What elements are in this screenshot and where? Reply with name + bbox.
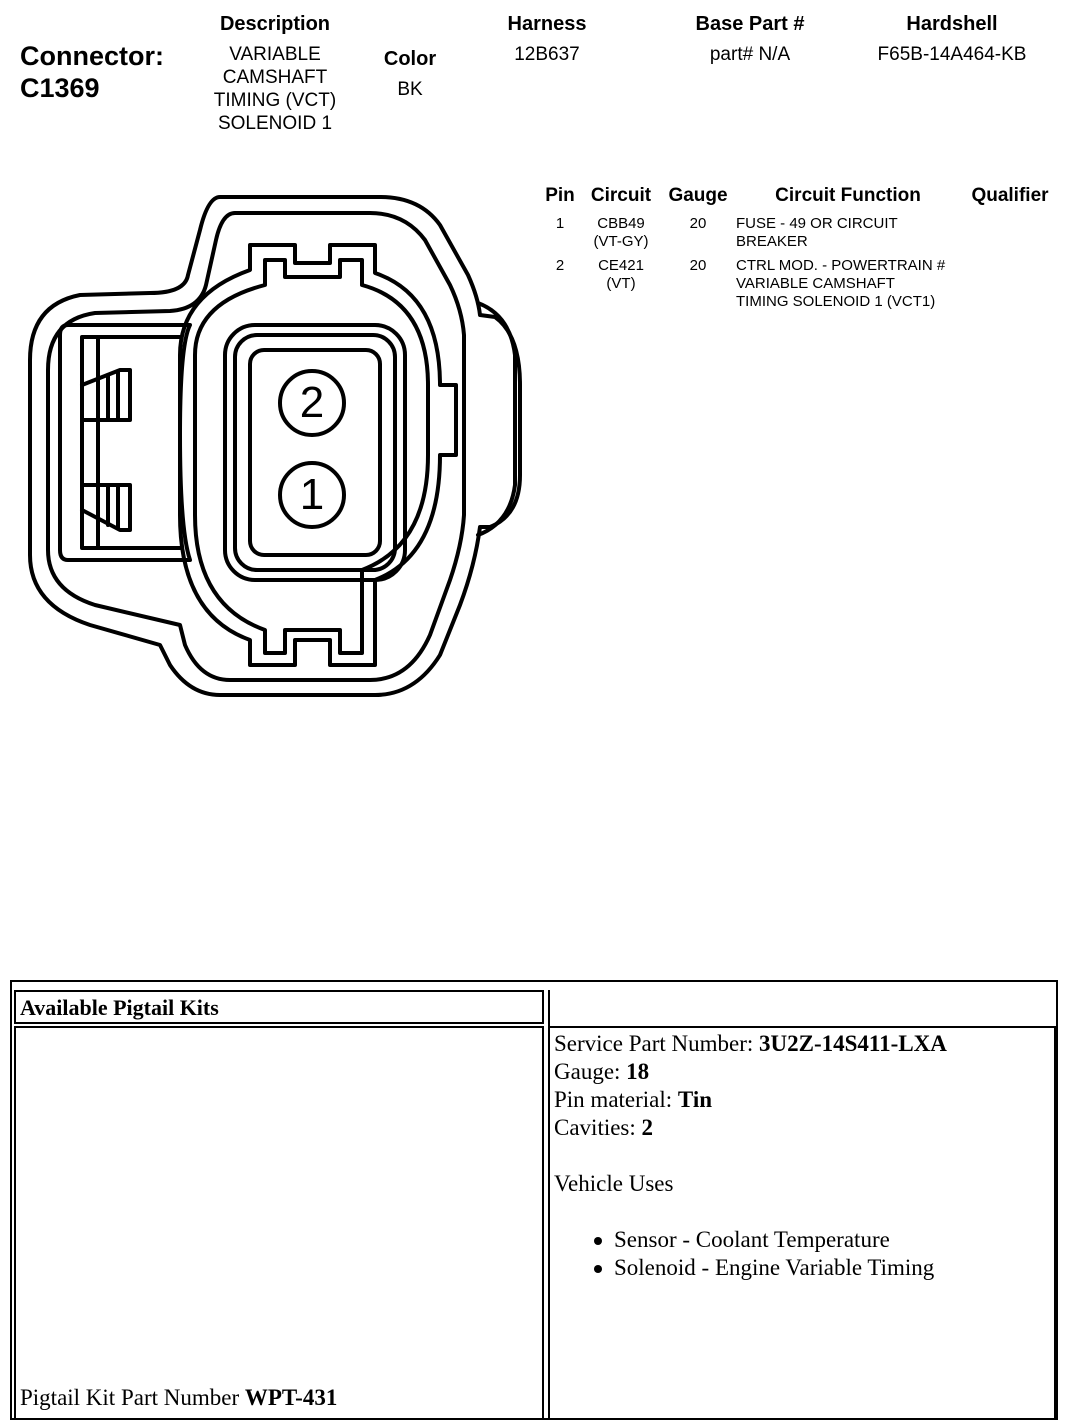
pin-row-2-pin: 2 (555, 257, 565, 274)
harness-value: 12B637 (514, 44, 580, 65)
connector-face-diagram (20, 185, 530, 705)
kit-part-label: Pigtail Kit Part Number (20, 1385, 245, 1410)
vehicle-uses-list (554, 1226, 1054, 1282)
base-part-value: part# N/A (709, 44, 791, 65)
cavities-label: Cavities: (554, 1115, 642, 1140)
cavities-value: 2 (641, 1115, 654, 1140)
description-header: Description (219, 13, 331, 35)
circuit-line: (VT) (606, 275, 636, 292)
service-part-label: Service Part Number: (554, 1031, 760, 1056)
qualifier-column-header: Qualifier (971, 185, 1049, 206)
right-tab (478, 303, 515, 535)
gauge-column-header: Gauge (668, 185, 728, 206)
function-line: FUSE - 49 OR CIRCUIT (736, 215, 898, 232)
list-item (554, 1226, 1054, 1254)
function-line: TIMING SOLENOID 1 (VCT1) (736, 293, 936, 310)
pigtail-kit-details-cell (548, 1026, 1056, 1420)
color-value: BK (397, 79, 423, 100)
circuit-line: CE421 (598, 257, 644, 274)
pin-material-label: Pin material: (554, 1087, 678, 1112)
service-part-value: 3U2Z-14S411-LXA (759, 1031, 947, 1056)
description-line: VARIABLE (229, 44, 321, 65)
description-value (185, 43, 365, 135)
pin-material-value: Tin (677, 1087, 713, 1112)
harness-header: Harness (507, 13, 587, 35)
left-latch-outer (60, 325, 190, 560)
pin-row-1-pin: 1 (555, 215, 565, 232)
pin-1-label: 1 (299, 470, 325, 519)
pigtail-kits-title: Available Pigtail Kits (20, 995, 219, 1020)
housing-inner-outline (48, 213, 464, 680)
gauge-row (554, 1058, 1054, 1086)
base-part-header: Base Part # (695, 13, 805, 35)
pin-row-1-function (736, 215, 966, 251)
function-line: CTRL MOD. - POWERTRAIN # (736, 257, 946, 274)
pin-2-label: 2 (299, 378, 325, 427)
vehicle-use-text: Solenoid - Engine Variable Timing (614, 1255, 935, 1280)
circuit-column-header: Circuit (590, 185, 652, 206)
vehicle-use-text: Sensor - Coolant Temperature (614, 1227, 890, 1252)
description-line: CAMSHAFT (222, 67, 328, 88)
pigtail-kit-image-cell (14, 1026, 544, 1420)
pigtail-kit-part-number (20, 1384, 337, 1412)
list-item (554, 1254, 1054, 1282)
bullet-icon (594, 1265, 602, 1273)
description-line: SOLENOID 1 (217, 113, 333, 134)
function-line: VARIABLE CAMSHAFT (736, 275, 895, 292)
pin-row-2-circuit (585, 257, 657, 293)
connector-title (20, 40, 164, 104)
pin-row-2-gauge: 20 (689, 257, 707, 274)
gauge-value: 18 (626, 1059, 650, 1084)
pin-row-1-gauge: 20 (689, 215, 707, 232)
pin-row-2-function (736, 257, 976, 311)
color-header: Color (383, 48, 437, 70)
connector-label: Connector: (20, 41, 164, 71)
hardshell-header: Hardshell (906, 13, 998, 35)
divider (548, 990, 550, 1026)
latch-arm-lines (108, 372, 118, 528)
kit-part-value: WPT-431 (244, 1385, 338, 1410)
circuit-line: (VT-GY) (593, 233, 649, 250)
service-part-number (554, 1030, 1054, 1058)
bullet-icon (594, 1237, 602, 1245)
connector-id: C1369 (20, 73, 100, 103)
pigtail-kits-header-cell (14, 990, 544, 1024)
gauge-label: Gauge: (554, 1059, 627, 1084)
housing-outer-outline (30, 197, 520, 695)
hardshell-value: F65B-14A464-KB (877, 44, 1027, 65)
cavities-row (554, 1114, 1054, 1142)
vehicle-uses-heading: Vehicle Uses (554, 1171, 674, 1196)
description-line: TIMING (VCT) (213, 90, 337, 111)
pin-column-header: Pin (545, 185, 575, 206)
function-column-header: Circuit Function (775, 185, 921, 206)
circuit-line: CBB49 (597, 215, 645, 232)
pin-row-1-circuit (585, 215, 657, 251)
pin-material-row (554, 1086, 1054, 1114)
function-line: BREAKER (736, 233, 808, 250)
